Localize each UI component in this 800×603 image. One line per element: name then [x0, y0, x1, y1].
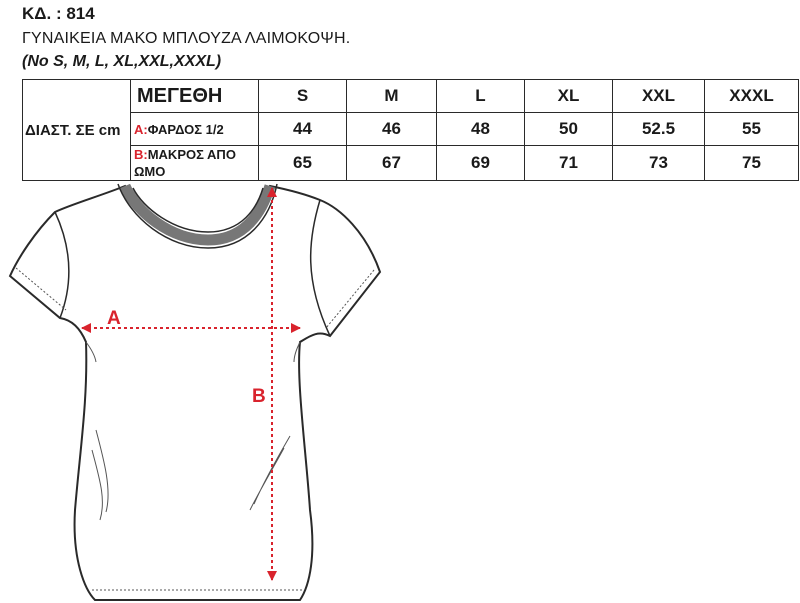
table-cell: 55 [705, 113, 799, 146]
size-header-xxxl: XXXL [705, 80, 799, 113]
table-cell: 44 [259, 113, 347, 146]
tshirt-outline [10, 186, 380, 600]
dimensions-unit-label: ΔΙΑΣΤ. ΣΕ cm [23, 80, 131, 181]
size-header-m: M [347, 80, 437, 113]
product-code: ΚΔ. : 814 [22, 4, 95, 23]
size-header-xxl: XXL [613, 80, 705, 113]
label-b: B [252, 386, 266, 407]
size-chart-table [22, 79, 799, 181]
tshirt-diagram [0, 180, 800, 603]
measurement-name: ΜΑΚΡΟΣ ΑΠΟ ΩΜΟ [134, 147, 236, 179]
right-sleeve-seam [311, 200, 330, 336]
measurement-label-width [131, 113, 259, 146]
table-cell: 50 [525, 113, 613, 146]
table-cell: 52.5 [613, 113, 705, 146]
table-row-width [23, 113, 799, 146]
label-a: A [107, 308, 121, 329]
size-header-xl: XL [525, 80, 613, 113]
product-title: ΓΥΝΑΙΚΕΙΑ ΜΑΚΟ ΜΠΛΟΥΖΑ ΛΑΙΜΟΚΟΨΗ. [22, 30, 351, 47]
table-cell: 75 [705, 146, 799, 181]
size-header-s: S [259, 80, 347, 113]
table-row-length [23, 146, 799, 181]
table-cell: 73 [613, 146, 705, 181]
right-waist-fold [250, 436, 290, 510]
sizes-header: ΜΕΓΕΘΗ [131, 80, 259, 113]
measurement-label-length [131, 146, 259, 181]
measurement-name: ΦΑΡΔΟΣ 1/2 [147, 121, 224, 137]
size-header-l: L [437, 80, 525, 113]
table-cell: 48 [437, 113, 525, 146]
measurement-letter: B: [134, 147, 148, 162]
available-sizes-note: (No S, M, L, XL,XXL,XXXL) [22, 53, 222, 70]
table-cell: 46 [347, 113, 437, 146]
left-armhole-fold [86, 342, 96, 362]
table-header-row [23, 80, 799, 113]
table-cell: 65 [259, 146, 347, 181]
table-cell: 69 [437, 146, 525, 181]
measurement-letter: A: [134, 121, 148, 137]
right-cuff-stitch [326, 270, 374, 328]
table-cell: 67 [347, 146, 437, 181]
left-cuff-stitch [16, 268, 66, 310]
table-cell: 71 [525, 146, 613, 181]
left-waist-fold [92, 430, 108, 520]
